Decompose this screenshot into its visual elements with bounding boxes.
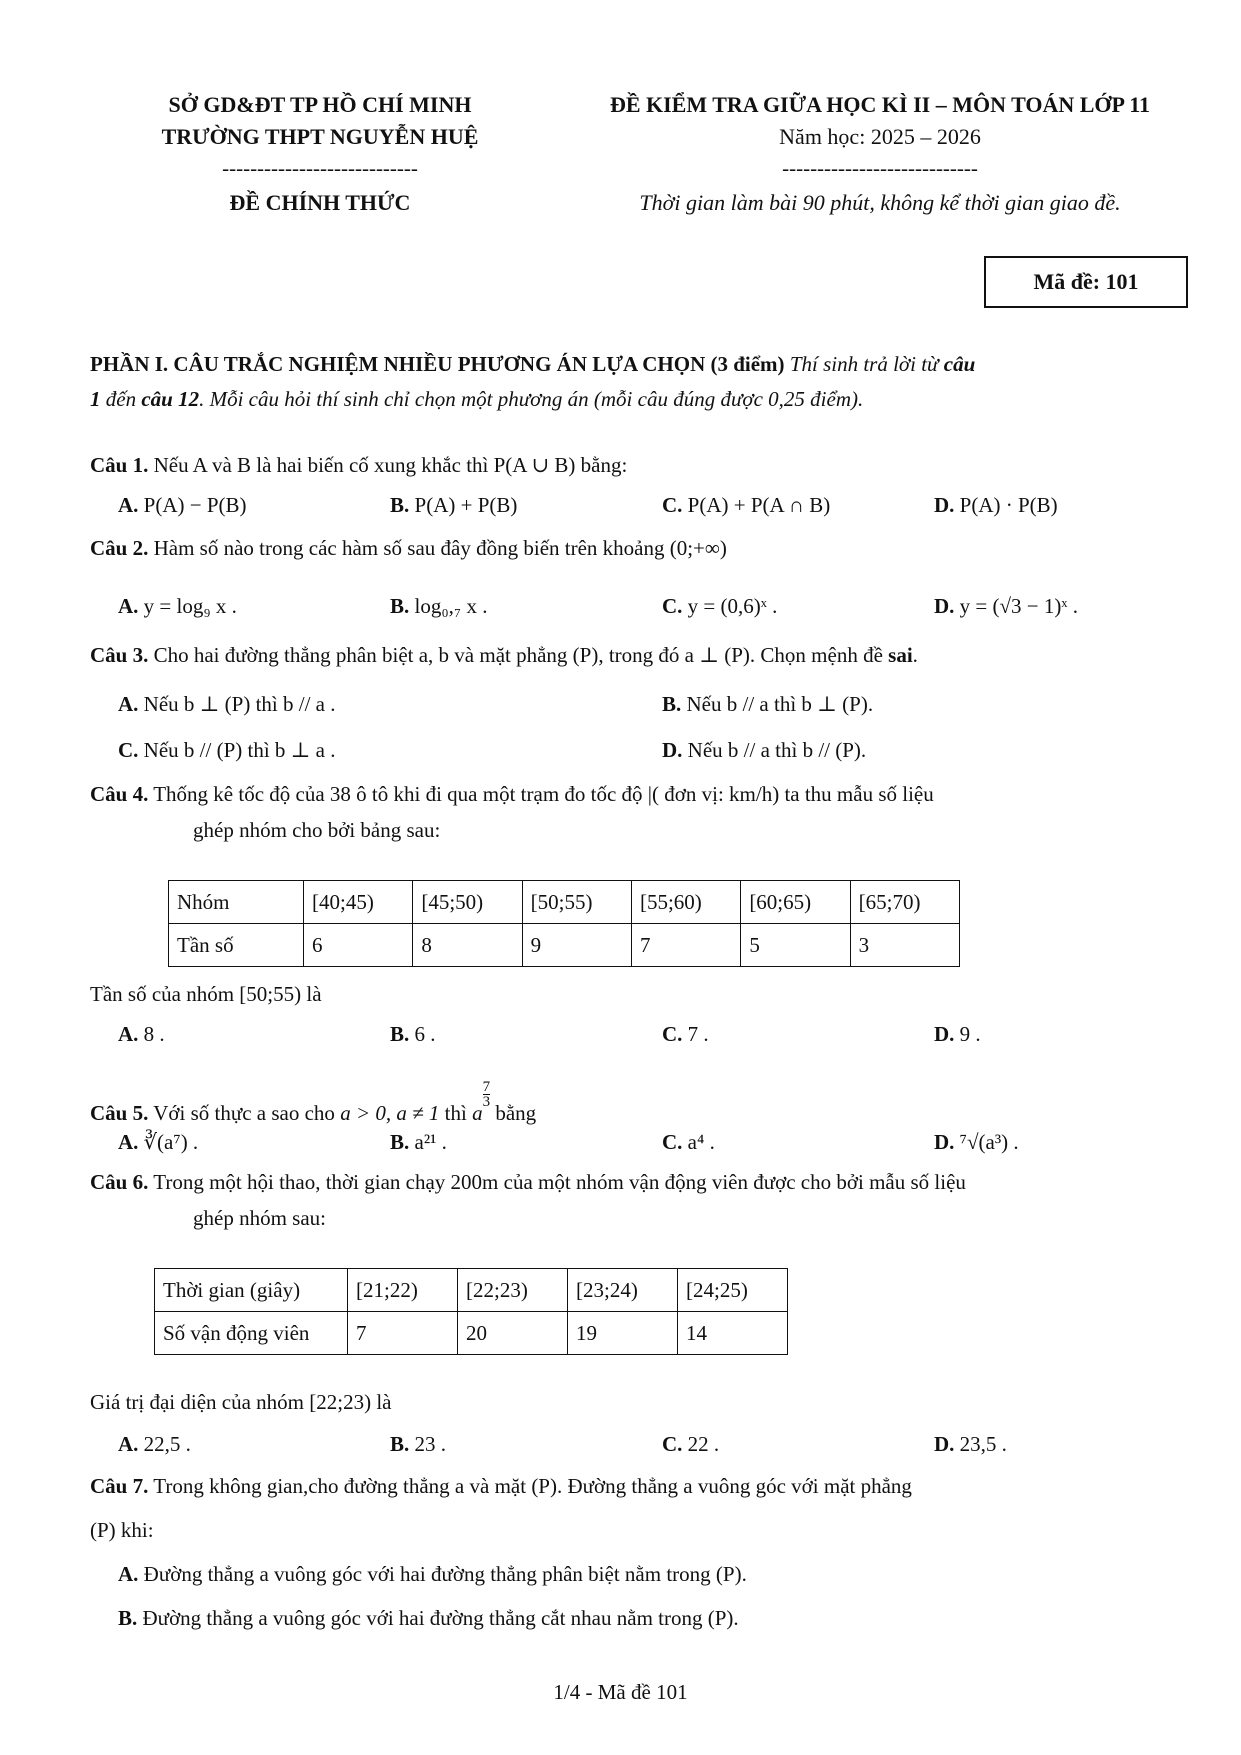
question-6-prompt: Giá trị đại diện của nhóm [22;23) là	[90, 1390, 392, 1414]
question-5	[90, 1080, 536, 1126]
section-1-instructions-line2	[90, 387, 863, 412]
question-5-base: a	[472, 1101, 483, 1125]
table-cell: [50;55)	[522, 881, 631, 924]
question-4-label: Câu 4.	[90, 782, 149, 806]
table-cell: Số vận động viên	[155, 1312, 348, 1355]
q2-option-d[interactable]: D. y = (√3 − 1)ˣ .	[934, 594, 1078, 618]
q4-option-d[interactable]: D. 9 .	[934, 1022, 981, 1046]
q3-option-b[interactable]: B. Nếu b // a thì b ⊥ (P).	[662, 692, 874, 716]
table-cell: 14	[678, 1312, 788, 1355]
question-7	[90, 1474, 912, 1499]
table-cell: [60;65)	[741, 881, 850, 924]
header-right-divider: ----------------------------	[782, 156, 978, 180]
question-4	[90, 782, 934, 807]
table-row	[169, 881, 960, 924]
section-1-instructions	[90, 352, 975, 377]
table-cell: 19	[568, 1312, 678, 1355]
q5-option-c[interactable]: C. a⁴ .	[662, 1130, 715, 1154]
table-cell: 6	[304, 924, 413, 967]
question-3-bold-word: sai	[888, 643, 913, 667]
table-cell: [45;50)	[413, 881, 522, 924]
q6-option-b[interactable]: B. 23 .	[390, 1432, 447, 1456]
q5-option-a[interactable]: A. ∛(a⁷) .	[118, 1130, 199, 1154]
table-cell: 5	[741, 924, 850, 967]
header-left-divider: ----------------------------	[222, 156, 418, 180]
q3-option-d[interactable]: D. Nếu b // a thì b // (P).	[662, 738, 867, 762]
table-cell: Nhóm	[169, 881, 304, 924]
question-4-prompt: Tần số của nhóm [50;55) là	[90, 982, 322, 1006]
table-cell: [21;22)	[348, 1269, 458, 1312]
q2-option-a[interactable]: A. y = log₉ x .	[118, 594, 237, 618]
exam-title: ĐỀ KIỂM TRA GIỮA HỌC KÌ II – MÔN TOÁN LỚP 11	[609, 92, 1151, 117]
question-5-text-b: thì	[444, 1101, 467, 1125]
q7-option-b[interactable]: B. Đường thẳng a vuông góc với hai đường thẳng cắt nhau nằm trong (P).	[118, 1606, 739, 1630]
question-1-label: Câu 1.	[90, 453, 149, 477]
question-3-text: Cho hai đường thẳng phân biệt a, b và mặt phẳng (P), trong đó a ⊥ (P). Chọn mệnh đề	[153, 643, 883, 667]
speed-frequency-table	[168, 880, 960, 967]
table-row	[169, 924, 960, 967]
q6-option-d[interactable]: D. 23,5 .	[934, 1432, 1007, 1456]
q7-option-a[interactable]: A. Đường thẳng a vuông góc với hai đường thẳng phân biệt nằm trong (P).	[118, 1562, 747, 1586]
question-3-label: Câu 3.	[90, 643, 149, 667]
question-1	[90, 453, 627, 478]
q5-option-d[interactable]: D. ⁷√(a³) .	[934, 1130, 1019, 1154]
table-cell: [22;23)	[458, 1269, 568, 1312]
question-2	[90, 536, 727, 561]
table-cell: 7	[631, 924, 740, 967]
question-2-text: Hàm số nào trong các hàm số sau đây đồng biến trên khoảng (0;+∞)	[153, 536, 727, 560]
question-5-exponent: $\frac{7}{3}$	[482, 1079, 491, 1110]
q4-option-b[interactable]: B. 6 .	[390, 1022, 436, 1046]
q1-option-d[interactable]: D. P(A) · P(B)	[934, 493, 1058, 517]
table-cell: 9	[522, 924, 631, 967]
table-cell: [23;24)	[568, 1269, 678, 1312]
table-cell: 20	[458, 1312, 568, 1355]
q2-option-b[interactable]: B. log₀,₇ x .	[390, 594, 488, 618]
section-1-instr-b: câu	[943, 352, 976, 376]
question-4-text-1: Thống kê tốc độ của 38 ô tô khi đi qua một trạm đo tốc độ |( đơn vị: km/h) ta thu mẫu số liệu	[153, 782, 934, 806]
question-4-text-2: ghép nhóm cho bởi bảng sau:	[193, 818, 441, 842]
question-7-label: Câu 7.	[90, 1474, 149, 1498]
table-cell: Thời gian (giây)	[155, 1269, 348, 1312]
question-1-text: Nếu A và B là hai biến cố xung khắc thì P(A ∪ B) bằng:	[153, 453, 628, 477]
exam-code-box: Mã đề: 101	[984, 256, 1188, 308]
q5-option-b[interactable]: B. a²¹ .	[390, 1130, 447, 1154]
table-cell: [55;60)	[631, 881, 740, 924]
official-label: ĐỀ CHÍNH THỨC	[229, 190, 411, 215]
table-cell: Tần số	[169, 924, 304, 967]
school-name: TRƯỜNG THPT NGUYỄN HUỆ	[161, 124, 479, 149]
table-row	[155, 1269, 788, 1312]
q6-option-c[interactable]: C. 22 .	[662, 1432, 720, 1456]
question-5-label: Câu 5.	[90, 1101, 149, 1125]
exam-duration: Thời gian làm bài 90 phút, không kể thời gian giao đề.	[639, 190, 1121, 215]
question-7-text-1: Trong không gian,cho đường thẳng a và mặt (P). Đường thẳng a vuông góc với mặt phẳng	[153, 1474, 912, 1498]
section-1-title: PHẦN I. CÂU TRẮC NGHIỆM NHIỀU PHƯƠNG ÁN LỰA CHỌN (3 điểm)	[90, 352, 785, 376]
question-7-text-2: (P) khi:	[90, 1518, 154, 1542]
q2-option-c[interactable]: C. y = (0,6)ˣ .	[662, 594, 778, 618]
table-row	[155, 1312, 788, 1355]
page-footer: 1/4 - Mã đề 101	[553, 1680, 688, 1704]
question-6	[90, 1170, 966, 1195]
table-cell: [65;70)	[850, 881, 959, 924]
section-1-instr-f: . Mỗi câu hỏi thí sinh chỉ chọn một phương án (mỗi câu đúng được 0,25 điểm).	[199, 387, 864, 411]
table-cell: 3	[850, 924, 959, 967]
q6-option-a[interactable]: A. 22,5 .	[118, 1432, 191, 1456]
q4-option-a[interactable]: A. 8 .	[118, 1022, 165, 1046]
q1-option-c[interactable]: C. P(A) + P(A ∩ B)	[662, 493, 831, 517]
q4-option-c[interactable]: C. 7 .	[662, 1022, 709, 1046]
question-3: Câu 3. Cho hai đường thẳng phân biệt a, b và mặt phẳng (P), trong đó a ⊥ (P). Chọn mệnh đề sai.	[90, 643, 918, 667]
section-1-instr-a: Thí sinh trả lời từ	[789, 352, 939, 376]
question-5-condition: a > 0, a ≠ 1	[340, 1101, 440, 1125]
table-cell: 7	[348, 1312, 458, 1355]
question-6-text-2: ghép nhóm sau:	[193, 1206, 326, 1230]
table-cell: 8	[413, 924, 522, 967]
question-6-text-1: Trong một hội thao, thời gian chạy 200m của một nhóm vận động viên được cho bởi mẫu số liệu	[153, 1170, 966, 1194]
q3-option-a[interactable]: A. Nếu b ⊥ (P) thì b // a .	[118, 692, 336, 716]
section-1-instr-e: câu 12	[141, 387, 200, 411]
school-department: SỞ GD&ĐT TP HỒ CHÍ MINH	[168, 92, 472, 117]
running-time-table	[154, 1268, 788, 1355]
school-year: Năm học: 2025 – 2026	[779, 124, 981, 149]
table-cell: [40;45)	[304, 881, 413, 924]
q1-option-b[interactable]: B. P(A) + P(B)	[390, 493, 518, 517]
q3-option-c[interactable]: C. Nếu b // (P) thì b ⊥ a .	[118, 738, 336, 762]
question-5-text-c: bằng	[495, 1101, 537, 1125]
question-2-label: Câu 2.	[90, 536, 149, 560]
section-1-instr-d: đến	[105, 387, 137, 411]
section-1-instr-c: 1	[90, 387, 101, 411]
table-cell: [24;25)	[678, 1269, 788, 1312]
question-6-label: Câu 6.	[90, 1170, 149, 1194]
question-5-text-a: Với số thực a sao cho	[153, 1101, 335, 1125]
q1-option-a[interactable]: A. P(A) − P(B)	[118, 493, 247, 517]
